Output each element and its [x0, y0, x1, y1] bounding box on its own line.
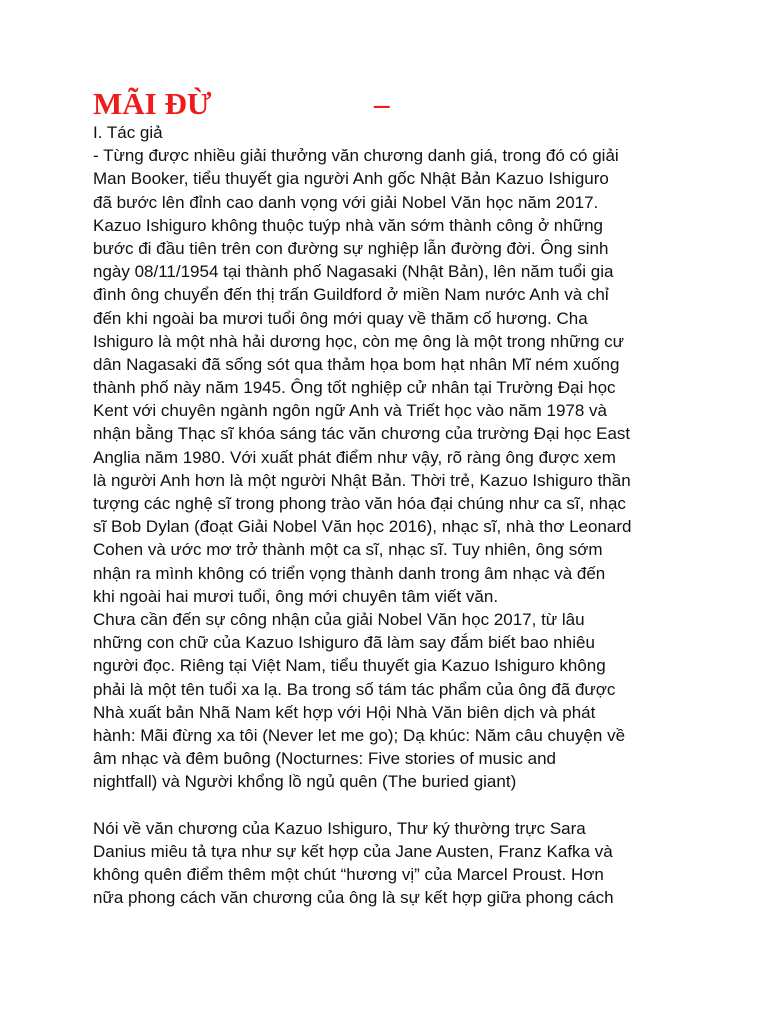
text-line: Cohen và ước mơ trở thành một ca sĩ, nhạc sĩ. Tuy nhiên, ông sớm [93, 540, 603, 560]
text-line: không quên điểm thêm một chút “hương vị” của Marcel Proust. Hơn [93, 865, 604, 884]
paragraph-spacer [93, 793, 683, 816]
section-heading: I. Tác giả [93, 123, 163, 142]
paragraph-author-bio [93, 144, 683, 608]
text-line: hành: Mãi đừng xa tôi (Never let me go); Dạ khúc: Năm câu chuyện về [93, 725, 626, 745]
text-line: đã bước lên đỉnh cao danh vọng với giải Nobel Văn học năm 2017. [93, 192, 599, 212]
text-line: là người Anh hơn là một người Nhật Bản. Thời trẻ, Kazuo Ishiguro thần [93, 470, 631, 490]
text-line: tượng các nghệ sĩ trong phong trào văn hóa đại chúng như ca sĩ, nhạc [93, 494, 626, 513]
text-line: Anglia năm 1980. Với xuất phát điểm như vậy, rõ ràng ông được xem [93, 447, 616, 467]
text-line: nhận ra mình không có triển vọng thành danh trong âm nhạc và đến [93, 563, 606, 583]
paragraph-literary-style [93, 817, 683, 910]
paragraph-vietnam-reception [93, 608, 683, 794]
text-line: Danius miêu tả tựa như sự kết hợp của Jane Austen, Franz Kafka và [93, 841, 613, 861]
text-line: nữa phong cách văn chương của ông là sự kết hợp giữa phong cách [93, 888, 614, 908]
text-line: Ishiguro là một nhà hải dương học, còn mẹ ông là một trong những cư [93, 331, 625, 351]
text-line: Kazuo Ishiguro không thuộc tuýp nhà văn sớm thành công ở những [93, 215, 604, 235]
text-line: - Từng được nhiều giải thưởng văn chương danh giá, trong đó có giải [93, 146, 619, 166]
text-line: sĩ Bob Dylan (đoạt Giải Nobel Văn học 2016), nhạc sĩ, nhà thơ Leonard [93, 517, 632, 537]
text-line: đình ông chuyển đến thị trấn Guildford ở miền Nam nước Anh và chỉ [93, 285, 609, 305]
text-line: người đọc. Riêng tại Việt Nam, tiểu thuyết gia Kazuo Ishiguro không [93, 656, 606, 676]
text-line: Chưa cần đến sự công nhận của giải Nobel Văn học 2017, từ lâu [93, 609, 585, 629]
text-line: bước đi đầu tiên trên con đường sự nghiệp lẫn đường đời. Ông sinh [93, 238, 609, 258]
text-line: dân Nagasaki đã sống sót qua thảm họa bom hạt nhân Mĩ ném xuống [93, 354, 620, 374]
text-line: Man Booker, tiểu thuyết gia người Anh gốc Nhật Bản Kazuo Ishiguro [93, 169, 609, 189]
text-line: phải là một tên tuổi xa lạ. Ba trong số tám tác phẩm của ông đã được [93, 679, 616, 699]
text-line: ngày 08/11/1954 tại thành phố Nagasaki (Nhật Bản), lên năm tuổi gia [93, 262, 614, 282]
title-dash: – [374, 86, 390, 121]
text-line: Nói về văn chương của Kazuo Ishiguro, Thư ký thường trực Sara [93, 818, 586, 838]
text-line: Kent với chuyên ngành ngôn ngữ Anh và Triết học vào năm 1978 và [93, 401, 607, 421]
text-line: những con chữ của Kazuo Ishiguro đã làm say đắm biết bao nhiêu [93, 633, 595, 653]
text-line: khi ngoài hai mươi tuổi, ông mới chuyên tâm viết văn. [93, 586, 499, 606]
text-line: thành phố này năm 1945. Ông tốt nghiệp cử nhân tại Trường Đại học [93, 378, 616, 398]
text-line: nhận bằng Thạc sĩ khóa sáng tác văn chương của trường Đại học East [93, 424, 631, 444]
document-body [93, 121, 683, 909]
text-line: Nhà xuất bản Nhã Nam kết hợp với Hội Nhà Văn biên dịch và phát [93, 702, 596, 722]
text-line: nightfall) và Người khổng lồ ngủ quên (The buried giant) [93, 772, 517, 792]
text-line: âm nhạc và đêm buông (Nocturnes: Five stories of music and [93, 749, 556, 769]
document-title: MÃI ĐỪ [93, 86, 212, 121]
text-line: đến khi ngoài ba mươi tuổi ông mới quay về thăm cố hương. Cha [93, 308, 588, 328]
title-row [93, 86, 413, 122]
